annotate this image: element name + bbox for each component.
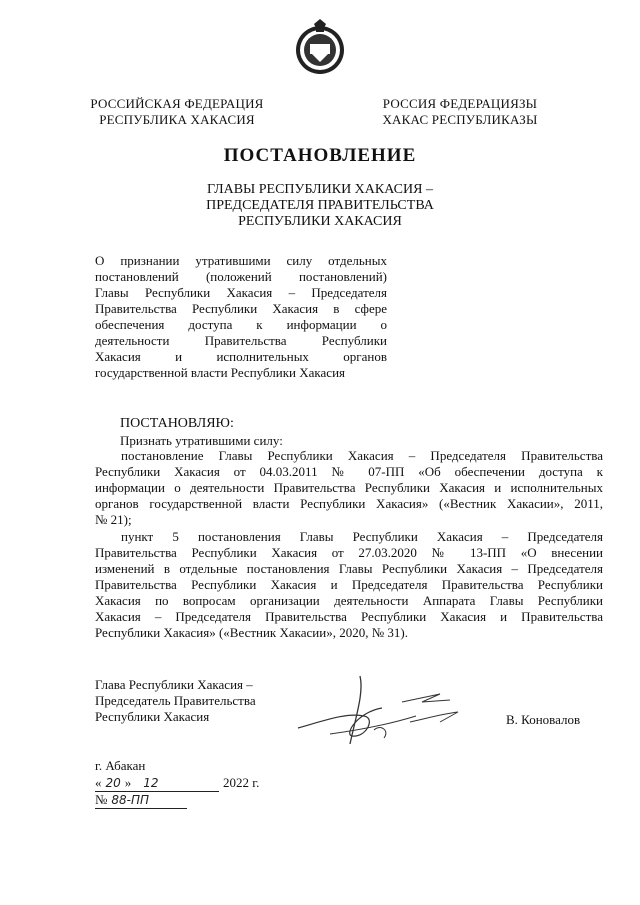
paragraph-line: Правительства Республики Хакасия от 27.03.2020 № 13-ПП «О внесении <box>95 545 603 560</box>
paragraph-line: постановление Главы Республики Хакасия – Председателя Правительства <box>121 448 603 463</box>
subtitle-line-1: ГЛАВЫ РЕСПУБЛИКИ ХАКАСИЯ – <box>207 182 433 197</box>
date-line <box>95 775 259 792</box>
paragraph-2 <box>95 529 603 641</box>
quote-open: « <box>95 775 102 790</box>
paragraph-line: Республики Хакасия» («Вестник Хакасии», 2020, № 31). <box>95 625 408 640</box>
position-line-3: Республики Хакасия <box>95 709 210 724</box>
subtitle-line-3: РЕСПУБЛИКИ ХАКАСИЯ <box>238 214 402 229</box>
document-title: ПОСТАНОВЛЕНИЕ <box>223 145 417 166</box>
paragraph-line: органов государственной власти Республики Хакасия» («Вестник Хакасии», 2011, <box>95 496 603 511</box>
header-right-line-2: ХАКАС РЕСПУБЛИКАЗЫ <box>382 112 538 127</box>
document-number: 88-ПП <box>111 793 150 807</box>
paragraph-line: № 21); <box>95 512 132 527</box>
signatory-position <box>95 677 256 725</box>
subject-block <box>95 253 387 381</box>
subtitle-line-2: ПРЕДСЕДАТЕЛЯ ПРАВИТЕЛЬСТВА <box>206 198 434 213</box>
subject-line: Хакасия и исполнительных органов <box>95 349 387 364</box>
paragraph-line: Республики Хакасия от 04.03.2011 № 07-ПП «Об обеспечении доступа к <box>95 464 603 479</box>
header-left-line-2: РЕСПУБЛИКА ХАКАСИЯ <box>99 112 255 127</box>
quote-close: » <box>124 775 132 790</box>
date-day: 20 <box>105 776 121 790</box>
paragraph-line: пункт 5 постановления Главы Республики Хакасия – Председателя <box>121 529 603 544</box>
header-left-russian <box>82 96 272 128</box>
header-right-line-1: РОССИЯ ФЕДЕРАЦИЯЗЫ <box>382 96 538 111</box>
paragraph-line: Хакасия по вопросам организации деятельности Аппарата Главы Республики <box>95 593 603 608</box>
subject-line: обеспечения доступа к информации о <box>95 317 387 332</box>
position-line-2: Председатель Правительства <box>95 693 256 708</box>
city-label: г. Абакан <box>95 758 146 773</box>
document-subtitle <box>150 182 490 230</box>
number-underline <box>95 792 187 809</box>
subject-line: Главы Республики Хакасия – Председателя <box>95 285 387 300</box>
signatory-name: В. Коновалов <box>506 712 581 727</box>
position-line-1: Глава Республики Хакасия – <box>95 677 253 692</box>
paragraph-line: Хакасия – Председателя Правительства Республики Хакасия и Правительства <box>95 609 603 624</box>
subject-line: Правительства Республики Хакасия в сфере <box>95 301 387 316</box>
coat-of-arms-emblem <box>290 18 350 78</box>
header-right-khakas <box>360 96 560 128</box>
recognize-text: Признать утратившими силу: <box>120 433 283 448</box>
date-month: 12 <box>143 776 159 790</box>
handwritten-signature <box>290 672 480 752</box>
number-label: № <box>95 792 108 807</box>
paragraph-line: Правительства Республики Хакасия и Председателя Правительства Республики <box>95 577 603 592</box>
subject-line: постановлений (положений постановлений) <box>95 269 387 284</box>
subject-line: государственной власти Республики Хакасия <box>95 365 346 380</box>
paragraph-line: информации о деятельности Правительства Республики Хакасия и исполнительных <box>95 480 603 495</box>
paragraph-line: изменений в отдельные постановления Главы Республики Хакасия – Председателя <box>95 561 603 576</box>
paragraph-1 <box>95 448 603 528</box>
date-year: 2022 г. <box>223 775 260 790</box>
date-underline <box>95 775 219 792</box>
decree-heading: ПОСТАНОВЛЯЮ: <box>120 416 234 431</box>
header-left-line-1: РОССИЙСКАЯ ФЕДЕРАЦИЯ <box>90 96 264 111</box>
subject-line: О признании утратившими силу отдельных <box>95 253 387 268</box>
subject-line: деятельности Правительства Республики <box>95 333 387 348</box>
number-line <box>95 792 187 809</box>
